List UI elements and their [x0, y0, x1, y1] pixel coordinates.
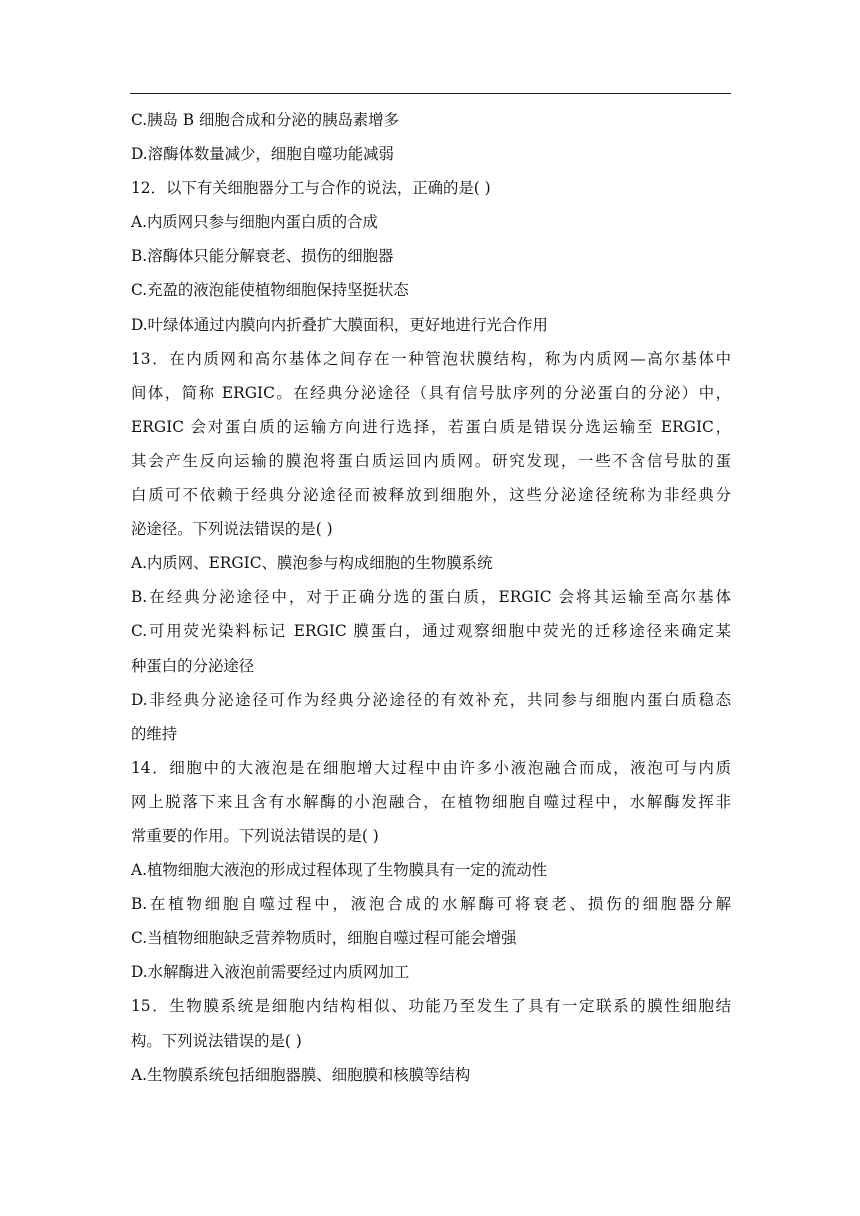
text-line: C.当植物细胞缺乏营养物质时，细胞自噬过程可能会增强 [131, 929, 517, 948]
text-line: 间体，简称 ERGIC。在经典分泌途径（具有信号肽序列的分泌蛋白的分泌）中， [131, 383, 731, 402]
text-line: B.在植物细胞自噬过程中，液泡合成的水解酶可将衰老、损伤的细胞器分解 [131, 895, 731, 914]
text-line: 12．以下有关细胞器分工与合作的说法，正确的是( ) [131, 179, 491, 198]
text-line: 14．细胞中的大液泡是在细胞增大过程中由许多小液泡融合而成，液泡可与内质 [131, 758, 731, 777]
text-line: A.内质网只参与细胞内蛋白质的合成 [131, 213, 378, 232]
text-line: B.在经典分泌途径中，对于正确分选的蛋白质，ERGIC 会将其运输至高尔基体 [131, 588, 731, 607]
text-line: B.溶酶体只能分解衰老、损伤的细胞器 [131, 247, 394, 266]
text-line: D.水解酶进入液泡前需要经过内质网加工 [131, 963, 410, 982]
text-line: C.胰岛 B 细胞合成和分泌的胰岛素增多 [131, 111, 400, 129]
text-line: 种蛋白的分泌途径 [131, 656, 255, 675]
text-line: D.非经典分泌途径可作为经典分泌途径的有效补充，共同参与细胞内蛋白质稳态 [131, 690, 731, 709]
text-line: 15．生物膜系统是细胞内结构相似、功能乃至发生了具有一定联系的膜性细胞结 [131, 997, 731, 1016]
text-line: 白质可不依赖于经典分泌途径而被释放到细胞外，这些分泌途径统称为非经典分 [131, 486, 731, 505]
text-line: 常重要的作用。下列说法错误的是( ) [131, 826, 379, 845]
text-line: A.生物膜系统包括细胞器膜、细胞膜和核膜等结构 [131, 1065, 471, 1084]
header-rule [130, 93, 731, 94]
text-line: C.可用荧光染料标记 ERGIC 膜蛋白，通过观察细胞中荧光的迁移途径来确定某 [131, 622, 731, 641]
text-line: C.充盈的液泡能使植物细胞保持坚挺状态 [131, 281, 409, 300]
text-line: D.溶酶体数量减少，细胞自噬功能减弱 [131, 145, 394, 164]
text-line: 13．在内质网和高尔基体之间存在一种管泡状膜结构，称为内质网—高尔基体中 [131, 349, 731, 368]
text-line: 其会产生反向运输的膜泡将蛋白质运回内质网。研究发现，一些不含信号肽的蛋 [131, 451, 731, 470]
text-line: A.内质网、ERGIC、膜泡参与构成细胞的生物膜系统 [131, 554, 493, 573]
text-line: D.叶绿体通过内膜向内折叠扩大膜面积，更好地进行光合作用 [131, 315, 548, 334]
question-text-block [131, 107, 731, 1096]
text-line: 构。下列说法错误的是( ) [131, 1031, 302, 1050]
text-line: 泌途径。下列说法错误的是( ) [131, 520, 333, 539]
text-line: ERGIC 会对蛋白质的运输方向进行选择，若蛋白质是错误分选运输至 ERGIC， [131, 417, 731, 436]
text-line: A.植物细胞大液泡的形成过程体现了生物膜具有一定的流动性 [131, 861, 548, 880]
text-line: 的维持 [131, 724, 178, 743]
text-line: 网上脱落下来且含有水解酶的小泡融合，在植物细胞自噬过程中，水解酶发挥非 [131, 792, 731, 811]
